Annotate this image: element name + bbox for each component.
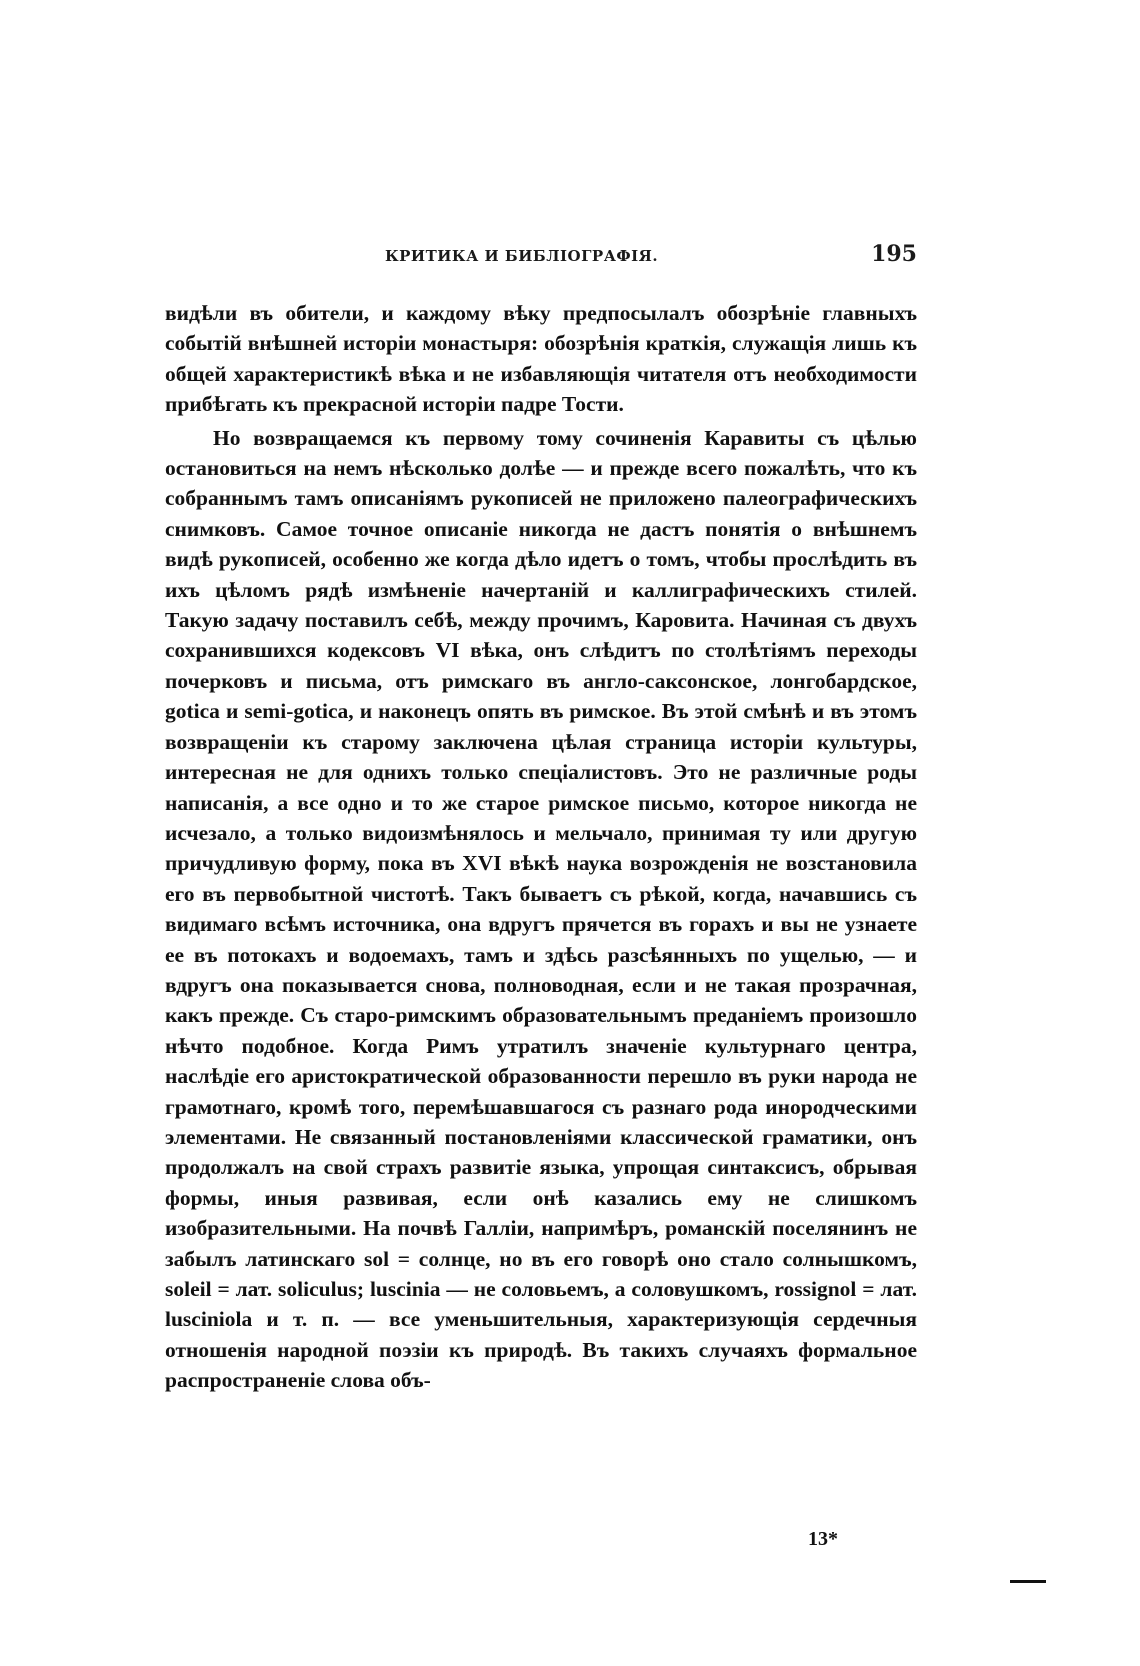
page-number: 195 xyxy=(871,241,917,267)
edge-rule xyxy=(1010,1580,1046,1583)
signature-mark: 13* xyxy=(808,1528,838,1550)
running-header xyxy=(165,243,917,273)
paragraph-caravita: Но возвращаемся къ первому тому сочиненія Каравиты съ цѣлью остановиться на немъ нѣсколько долѣе — и прежде всего пожалѣть, что къ собраннымъ тамъ описаніямъ рукописей не приложено палеографическихъ снимковъ. Самое точное описаніе никогда не дастъ понятія о внѣшнемъ видѣ рукописей, особенно же когда дѣло идетъ о томъ, чтобы прослѣдить въ ихъ цѣломъ рядѣ измѣненіе начертаній и каллиграфическихъ стилей. Такую задачу поставилъ себѣ, между прочимъ, Каровита. Начиная съ двухъ сохранившихся кодексовъ VI вѣка, онъ слѣдитъ по столѣтіямъ переходы почерковъ и письма, отъ римскаго въ англо-саксонское, лонгобардское, gotica и semi-gotica, и наконецъ опять въ римское. Въ этой смѣнѣ и въ этомъ возвращеніи къ старому заключена цѣлая страница исторіи культуры, интересная не для однихъ только спеціалистовъ. Это не различные роды написанія, а все одно и то же старое римское письмо, которое никогда не исчезало, а только видоизмѣнялось и мельчало, принимая ту или другую причудливую форму, пока въ XVI вѣкѣ наука возрожденія не возстановила его въ первобытной чистотѣ. Такъ бываетъ съ рѣкой, когда, начавшись съ видимаго всѣмъ источника, она вдругъ прячется въ горахъ и вы не узнаете ее въ потокахъ и водоемахъ, тамъ и здѣсь разсѣянныхъ по ущелью, — и вдругъ она показывается снова, полноводная, если и не такая прозрачная, какъ прежде. Съ старо-римскимъ образовательнымъ преданіемъ произошло нѣчто подобное. Когда Римъ утратилъ значеніе культурнаго центра, наслѣдіе его аристократической образованности перешло въ руки народа не грамотнаго, кромѣ того, перемѣшавшагося съ разнаго рода инородческими элементами. Не связанный постановленіями классической граматики, онъ продолжалъ на свой страхъ развитіе языка, упрощая синтаксисъ, обрывая формы, иныя развивая, если онѣ казались ему не слишкомъ изобразительными. На почвѣ Галліи, напримѣръ, романскій поселянинъ не забылъ латинскаго sol = солнце, но въ его говорѣ оно стало солнышкомъ, soleil = лат. soliculus; luscinia — не соловьемъ, а соловушкомъ, rossignol = лат. lusciniola и т. п. — все уменьшительныя, характеризующія сердечныя отношенія народной поэзіи къ природѣ. Въ такихъ случаяхъ формальное распространеніе слова объ- xyxy=(165,425,917,1393)
paragraph-continued: видѣли въ обители, и каждому вѣку предпосылалъ обозрѣніе главныхъ событій внѣшней исторіи монастыря: обозрѣнія краткія, служащія лишь къ общей характеристикѣ вѣка и не избавляющія читателя отъ необходимости прибѣгать къ прекрасной исторіи падре Тости. xyxy=(165,301,917,417)
body-text xyxy=(165,298,917,1396)
running-head-title: КРИТИКА И БИБЛІОГРАФІЯ. xyxy=(385,247,659,265)
